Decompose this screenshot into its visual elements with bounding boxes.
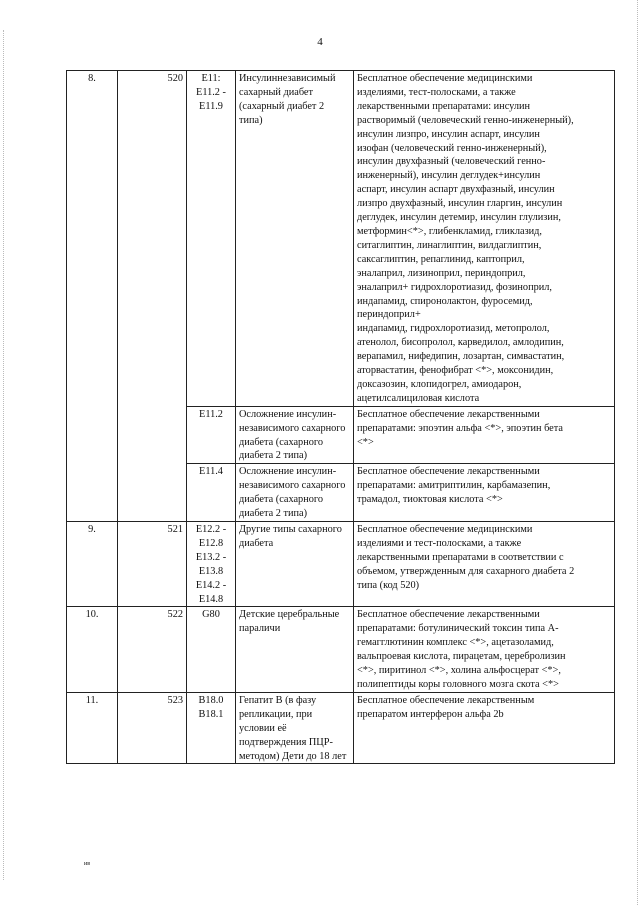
row-number: 11. bbox=[67, 692, 118, 764]
icd-code: E11: bbox=[201, 73, 221, 84]
icd-codes bbox=[187, 522, 236, 607]
table-body bbox=[67, 71, 615, 764]
benefit-line: инженерный), инсулин деглудек+инсулин bbox=[357, 170, 541, 182]
benefit-line: полипептиды коры головного мозга скота <*> bbox=[357, 678, 559, 690]
disease-name: Осложнение инсулин-независимого сахарного диабета (сахарного диабета 2 типа) bbox=[236, 464, 354, 522]
icd-code: E11.2 - bbox=[196, 86, 226, 98]
benefit-description bbox=[354, 522, 615, 607]
icd-codes bbox=[187, 406, 236, 464]
benefit-line: Бесплатное обеспечение медицинскими bbox=[357, 524, 533, 535]
benefit-line: <*>, пиритинол <*>, холина альфосцерат <*>, bbox=[357, 665, 561, 677]
benefit-description bbox=[354, 464, 615, 522]
table-row bbox=[67, 71, 615, 407]
footer-mark: ив bbox=[84, 861, 91, 867]
table-row bbox=[67, 522, 615, 607]
row-code: 520 bbox=[118, 71, 187, 522]
benefit-line: изофан (человеческий генно-инженерный), bbox=[357, 142, 547, 154]
benefit-line: ситаглиптин, линаглиптин, вилдаглиптин, bbox=[357, 239, 542, 251]
disease-name: Гепатит В (в фазу репликации, при условии её подтверждения ПЦР-методом) Дети до 18 лет bbox=[236, 692, 354, 764]
icd-code: E12.2 - bbox=[195, 524, 227, 535]
disease-name: Инсулиннезависимый сахарный диабет (сахарный диабет 2 типа) bbox=[236, 71, 354, 407]
table-row bbox=[67, 692, 615, 764]
icd-code: B18.1 bbox=[198, 708, 224, 720]
benefit-line: препаратами: амитриптилин, карбамазепин, bbox=[357, 480, 551, 492]
benefit-description bbox=[354, 71, 615, 407]
table-row bbox=[67, 607, 615, 692]
benefit-line: ацетилсалициловая кислота bbox=[357, 392, 480, 404]
benefit-description bbox=[354, 406, 615, 464]
benefit-line: метформин<*>, глибенкламид, гликлазид, bbox=[357, 225, 542, 237]
benefit-line: эналаприл+ гидрохлоротиазид, фозиноприл, bbox=[357, 281, 552, 293]
icd-code: G80 bbox=[202, 609, 220, 621]
row-number: 8. bbox=[67, 71, 118, 522]
benefit-line: Бесплатное обеспечение медицинскими bbox=[357, 73, 533, 84]
benefit-line: трамадол, тиоктовая кислота <*> bbox=[357, 494, 503, 506]
icd-code: E14.8 bbox=[198, 593, 224, 605]
benefit-line: объемом, утвержденным для сахарного диабета 2 bbox=[357, 565, 575, 577]
benefit-line: лекарственными препаратами: инсулин bbox=[357, 100, 530, 112]
benefit-line: Бесплатное обеспечение лекарственными bbox=[357, 609, 540, 621]
benefit-line: периндоприл+ bbox=[357, 309, 421, 321]
benefit-line: растворимый (человеческий генно-инженерный), bbox=[357, 114, 574, 126]
benefit-line: доксазозин, клопидогрел, амиодарон, bbox=[357, 378, 522, 390]
benefit-line: препаратами: ботулинический токсин типа А- bbox=[357, 623, 559, 635]
icd-code: E14.2 - bbox=[195, 579, 227, 591]
row-number: 10. bbox=[67, 607, 118, 692]
icd-codes bbox=[187, 692, 236, 764]
benefit-line: атенолол, бисопролол, карведилол, амлодипин, bbox=[357, 337, 564, 349]
disease-name: Другие типы сахарного диабета bbox=[236, 522, 354, 607]
benefit-line: гемагглютинин комплекс <*>, ацетазоламид, bbox=[357, 637, 554, 649]
row-code: 521 bbox=[118, 522, 187, 607]
scan-edge-left bbox=[3, 30, 4, 880]
row-number: 9. bbox=[67, 522, 118, 607]
benefit-line: вальпроевая кислота, пирацетам, церебролизин bbox=[357, 651, 566, 663]
benefit-line: <*> bbox=[357, 436, 374, 448]
benefit-line: Бесплатное обеспечение лекарственным bbox=[357, 694, 535, 706]
benefit-line: инсулин двухфазный (человеческий генно- bbox=[357, 156, 546, 168]
benefit-line: изделиями, тест-полосками, а также bbox=[357, 86, 516, 98]
benefit-line: саксаглиптин, репаглинид, каптоприл, bbox=[357, 253, 525, 265]
disease-name: Детские церебральные параличи bbox=[236, 607, 354, 692]
icd-code: B18.0 bbox=[198, 694, 224, 706]
benefit-line: Бесплатное обеспечение лекарственными bbox=[357, 466, 540, 478]
benefit-line: верапамил, нифедипин, лозартан, симвастатин, bbox=[357, 351, 565, 363]
scan-edge-right bbox=[637, 0, 638, 905]
benefit-line: деглудек, инсулин детемир, инсулин глулизин, bbox=[357, 212, 561, 224]
benefit-description bbox=[354, 607, 615, 692]
icd-codes bbox=[187, 71, 236, 407]
benefit-line: лекарственными препаратами в соответствии с bbox=[357, 551, 564, 563]
benefit-line: препаратами: эпоэтин альфа <*>, эпоэтин бета bbox=[357, 422, 563, 434]
icd-code: E11.4 bbox=[199, 466, 223, 478]
benefit-line: Бесплатное обеспечение лекарственными bbox=[357, 408, 540, 420]
benefits-table bbox=[66, 70, 615, 764]
benefit-line: индапамид, спиронолактон, фуросемид, bbox=[357, 295, 533, 307]
icd-code: E11.9 bbox=[199, 100, 223, 112]
page-number: 4 bbox=[317, 36, 323, 48]
benefit-line: инсулин лизпро, инсулин аспарт, инсулин bbox=[357, 128, 540, 140]
row-code: 522 bbox=[118, 607, 187, 692]
benefit-line: индапамид, гидрохлоротиазид, метопролол, bbox=[357, 323, 550, 335]
benefit-line: изделиями и тест-полосками, а также bbox=[357, 537, 522, 549]
benefit-line: лизпро двухфазный, инсулин гларгин, инсулин bbox=[357, 198, 563, 210]
disease-name: Осложнение инсулин-независимого сахарного диабета (сахарного диабета 2 типа) bbox=[236, 406, 354, 464]
icd-code: E11.2 bbox=[199, 408, 223, 420]
icd-code: E13.2 - bbox=[195, 551, 227, 563]
benefit-line: эналаприл, лизиноприл, периндоприл, bbox=[357, 267, 526, 279]
benefit-line: препаратом интерферон альфа 2b bbox=[357, 708, 504, 720]
benefit-line: аторвастатин, фенофибрат <*>, моксонидин, bbox=[357, 365, 554, 377]
icd-codes bbox=[187, 464, 236, 522]
icd-code: E12.8 bbox=[198, 537, 224, 549]
benefit-description bbox=[354, 692, 615, 764]
benefit-line: типа (код 520) bbox=[357, 579, 420, 591]
icd-code: E13.8 bbox=[198, 565, 224, 577]
benefit-line: аспарт, инсулин аспарт двухфазный, инсулин bbox=[357, 184, 555, 196]
icd-codes bbox=[187, 607, 236, 692]
row-code: 523 bbox=[118, 692, 187, 764]
